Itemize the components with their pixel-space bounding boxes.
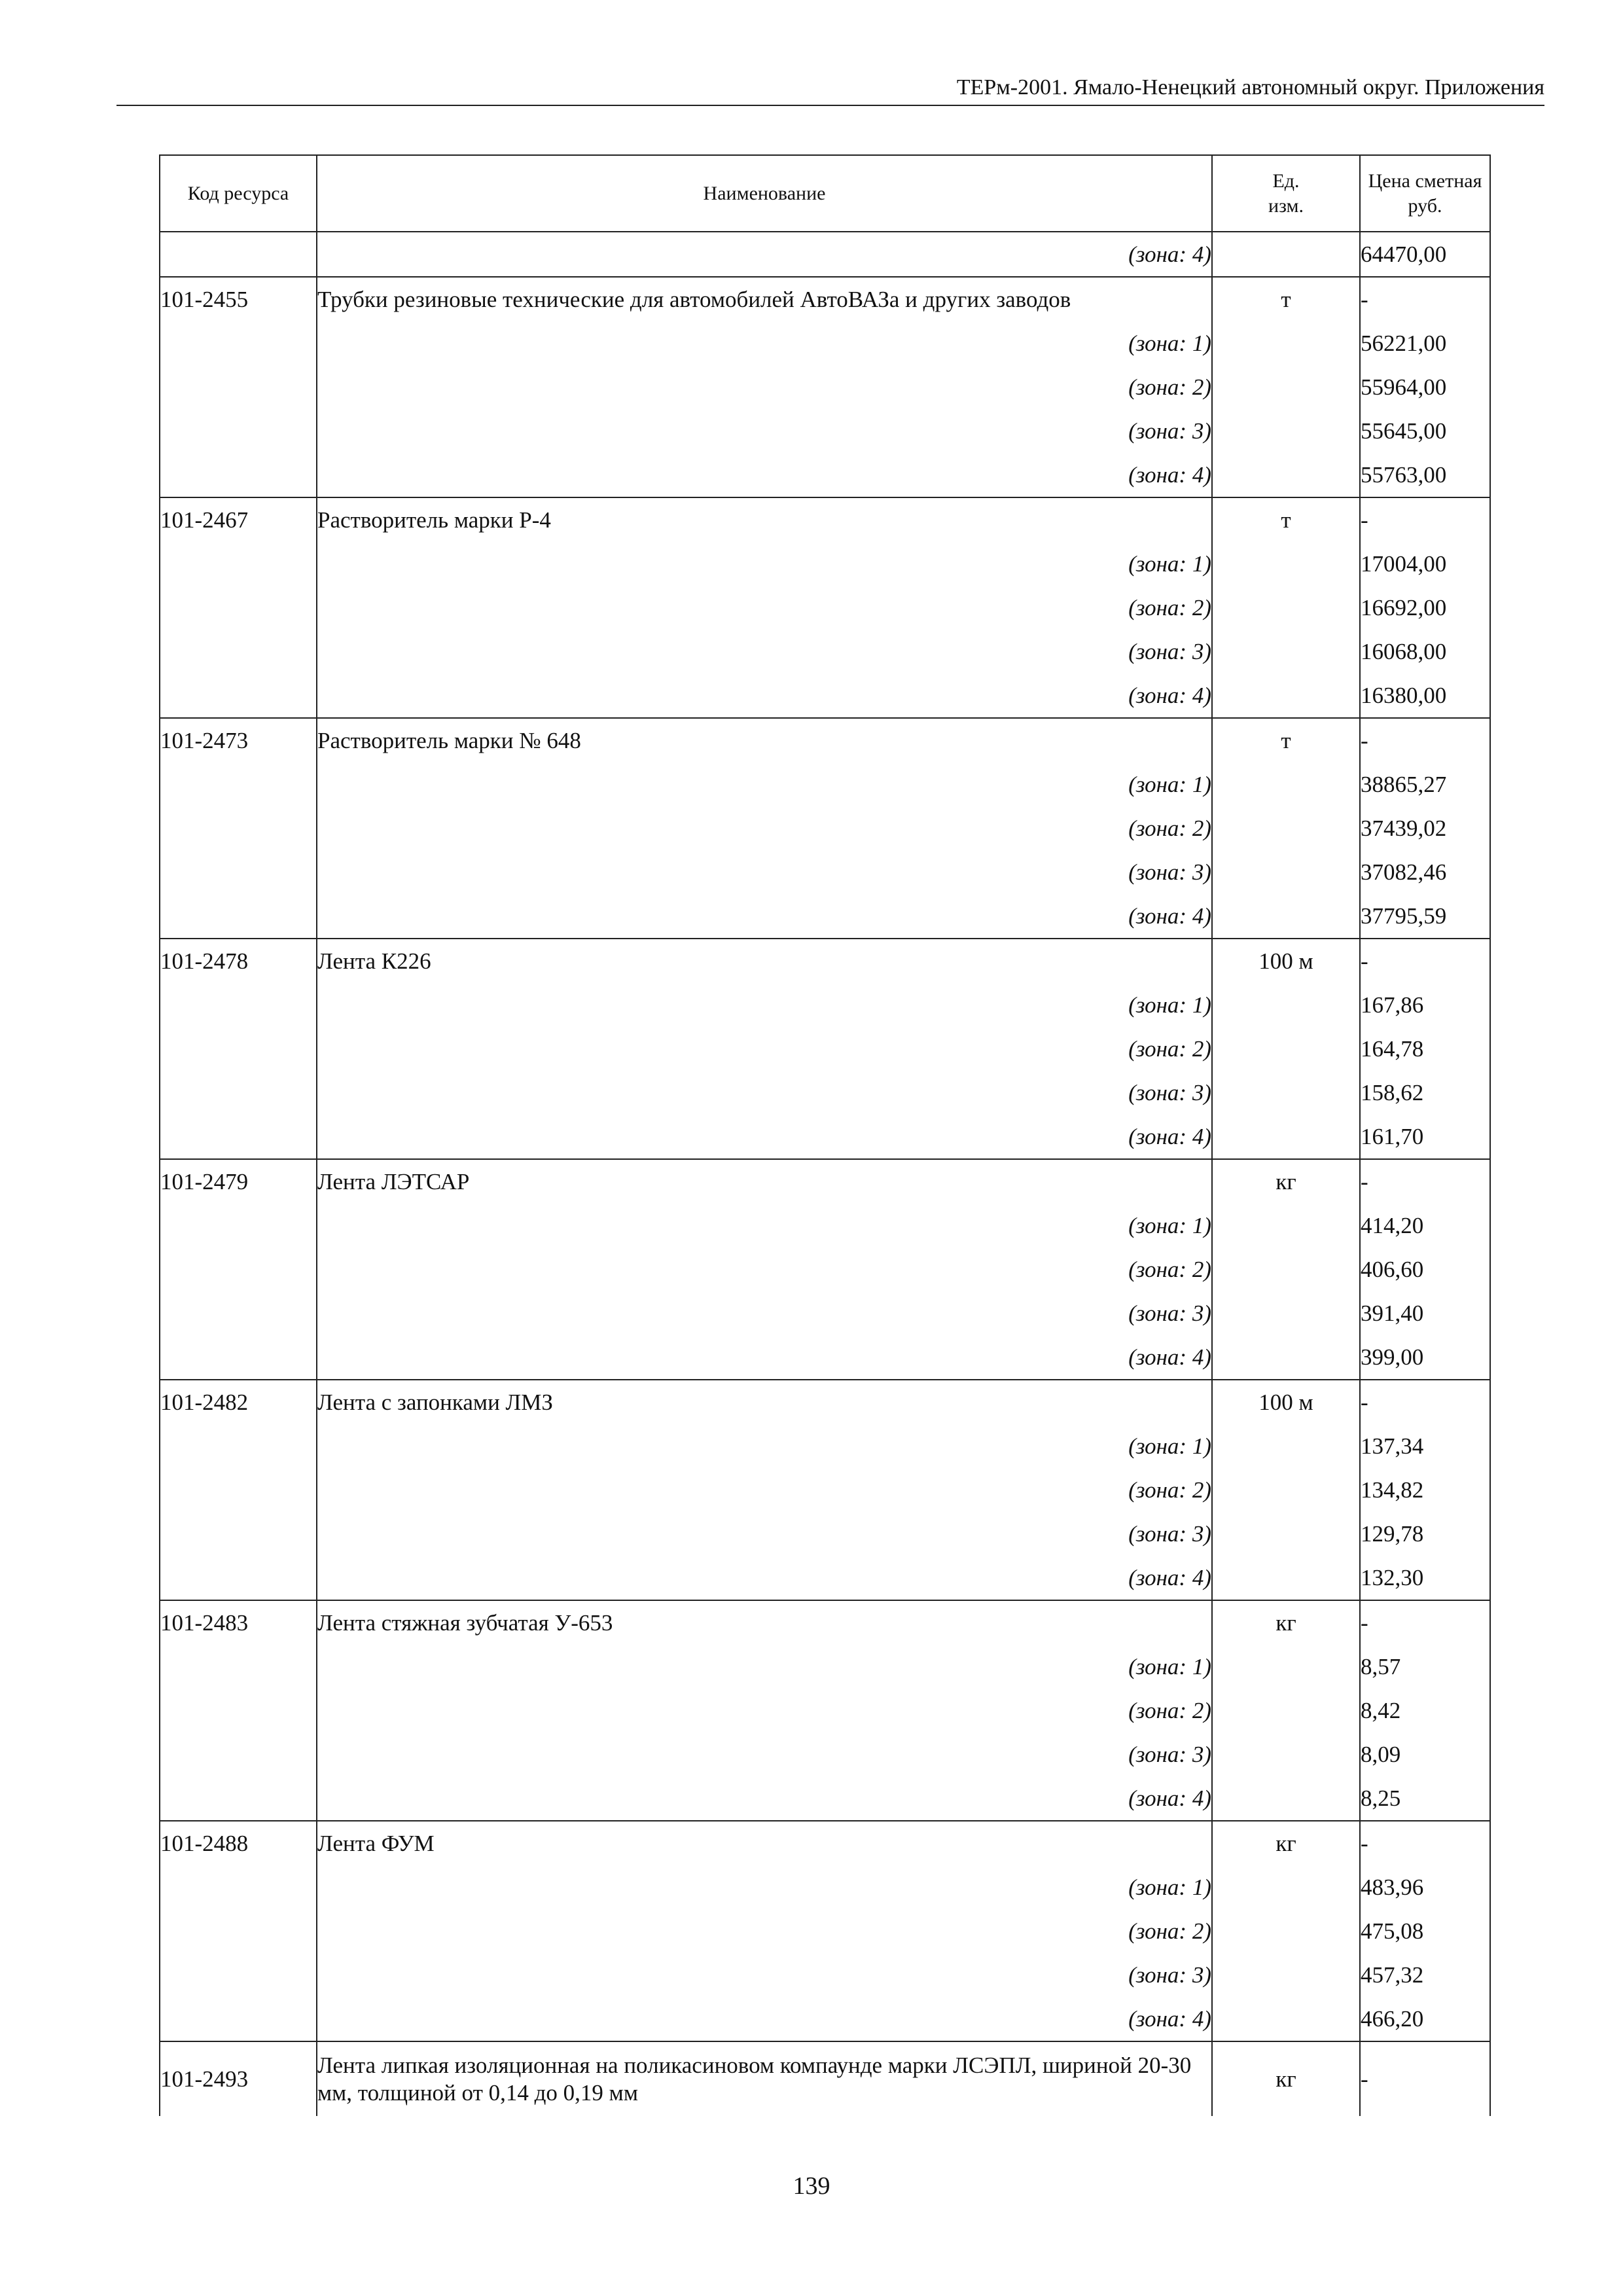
cell-unit: кг [1212, 1600, 1360, 1645]
zone-row [160, 1909, 1490, 1953]
cell-code [160, 1468, 317, 1512]
cell-code [160, 630, 317, 673]
cell-price: 37795,59 [1360, 894, 1490, 939]
cell-price: - [1360, 277, 1490, 321]
cell-unit [1212, 1291, 1360, 1335]
cell-zone-label: (зона: 1) [317, 983, 1212, 1027]
cell-unit [1212, 630, 1360, 673]
cell-price: - [1360, 939, 1490, 983]
cell-zone-label: (зона: 3) [317, 1512, 1212, 1556]
table-body [160, 232, 1490, 2116]
cell-zone-label: (зона: 4) [317, 453, 1212, 497]
cell-price: 8,25 [1360, 1776, 1490, 1821]
cell-price: 457,32 [1360, 1953, 1490, 1997]
cell-zone-label: (зона: 3) [317, 1732, 1212, 1776]
zone-row [160, 1689, 1490, 1732]
zone-row [160, 673, 1490, 718]
cell-code: 101-2473 [160, 718, 317, 762]
cell-zone-label: (зона: 2) [317, 1247, 1212, 1291]
zone-row [160, 409, 1490, 453]
zone-row [160, 542, 1490, 586]
cell-zone-label: (зона: 2) [317, 1027, 1212, 1071]
cell-code: 101-2483 [160, 1600, 317, 1645]
cell-unit [1212, 232, 1360, 277]
col-header-name: Наименование [317, 155, 1212, 232]
cell-name: Лента К226 [317, 939, 1212, 983]
zone-row [160, 1645, 1490, 1689]
cell-code: 101-2488 [160, 1821, 317, 1865]
cell-code [160, 1512, 317, 1556]
zone-row [160, 1335, 1490, 1380]
table-row [160, 718, 1490, 762]
cell-name: Лента с запонками ЛМЗ [317, 1380, 1212, 1424]
cell-price: 129,78 [1360, 1512, 1490, 1556]
zone-row [160, 1865, 1490, 1909]
cell-price: 466,20 [1360, 1997, 1490, 2041]
cell-unit [1212, 1424, 1360, 1468]
cell-zone-label: (зона: 3) [317, 850, 1212, 894]
cell-unit: 100 м [1212, 939, 1360, 983]
cell-zone-label: (зона: 2) [317, 586, 1212, 630]
cell-unit [1212, 453, 1360, 497]
table-row [160, 1380, 1490, 1424]
cell-price: - [1360, 1600, 1490, 1645]
cell-price: 134,82 [1360, 1468, 1490, 1512]
cell-zone-label: (зона: 2) [317, 1909, 1212, 1953]
cell-code [160, 762, 317, 806]
cell-price: 8,09 [1360, 1732, 1490, 1776]
cell-code [160, 1291, 317, 1335]
cell-unit [1212, 1909, 1360, 1953]
cell-price: - [1360, 718, 1490, 762]
cell-zone-label: (зона: 4) [317, 1335, 1212, 1380]
page-number: 139 [793, 2172, 830, 2200]
cell-name: Трубки резиновые технические для автомобилей АвтоВАЗа и других заводов [317, 277, 1212, 321]
cell-code [160, 1027, 317, 1071]
col-header-price [1360, 155, 1490, 232]
cell-price: 16068,00 [1360, 630, 1490, 673]
zone-row [160, 762, 1490, 806]
cell-unit [1212, 1071, 1360, 1115]
cell-zone-label: (зона: 1) [317, 1645, 1212, 1689]
zone-row [160, 630, 1490, 673]
cell-zone-label: (зона: 1) [317, 1204, 1212, 1247]
cell-price: - [1360, 1821, 1490, 1865]
cell-unit [1212, 1468, 1360, 1512]
col-header-code: Код ресурса [160, 155, 317, 232]
cell-price: 64470,00 [1360, 232, 1490, 277]
cell-code [160, 1953, 317, 1997]
cell-price: 483,96 [1360, 1865, 1490, 1909]
cell-zone-label: (зона: 2) [317, 806, 1212, 850]
cell-name: Растворитель марки Р-4 [317, 497, 1212, 542]
zone-row [160, 1247, 1490, 1291]
col-header-unit-line1: Ед. [1272, 170, 1300, 192]
cell-name: Лента стяжная зубчатая У-653 [317, 1600, 1212, 1645]
cell-price: 158,62 [1360, 1071, 1490, 1115]
cell-name: Лента ЛЭТСАР [317, 1159, 1212, 1204]
cell-price: 399,00 [1360, 1335, 1490, 1380]
cell-price: - [1360, 1159, 1490, 1204]
cell-unit [1212, 762, 1360, 806]
zone-row [160, 1776, 1490, 1821]
cell-name: Лента ФУМ [317, 1821, 1212, 1865]
cell-unit [1212, 1953, 1360, 1997]
cell-unit [1212, 409, 1360, 453]
cell-unit [1212, 1689, 1360, 1732]
cell-zone-label: (зона: 1) [317, 1865, 1212, 1909]
cell-code [160, 1115, 317, 1159]
col-header-price-line2: руб. [1408, 194, 1442, 217]
cell-price: 167,86 [1360, 983, 1490, 1027]
cell-unit [1212, 894, 1360, 939]
cell-code [160, 850, 317, 894]
zone-row [160, 1556, 1490, 1600]
cell-unit [1212, 1645, 1360, 1689]
cell-code [160, 1865, 317, 1909]
cell-zone-label: (зона: 1) [317, 321, 1212, 365]
cell-price: 391,40 [1360, 1291, 1490, 1335]
cell-price: 406,60 [1360, 1247, 1490, 1291]
table-row [160, 1600, 1490, 1645]
cell-unit: кг [1212, 1159, 1360, 1204]
zone-row [160, 453, 1490, 497]
zone-row [160, 806, 1490, 850]
table-row [160, 1159, 1490, 1204]
cell-unit [1212, 1247, 1360, 1291]
cell-unit: кг [1212, 1821, 1360, 1865]
cell-code [160, 1732, 317, 1776]
zone-row [160, 365, 1490, 409]
cell-price: 37082,46 [1360, 850, 1490, 894]
table-row [160, 497, 1490, 542]
cell-unit [1212, 1512, 1360, 1556]
cell-code [160, 1204, 317, 1247]
cell-code [160, 1247, 317, 1291]
cell-price: - [1360, 2041, 1490, 2116]
table-header-row [160, 155, 1490, 232]
cell-unit [1212, 321, 1360, 365]
cell-zone-label: (зона: 3) [317, 1291, 1212, 1335]
cell-code [160, 806, 317, 850]
cell-unit [1212, 542, 1360, 586]
cell-price: 132,30 [1360, 1556, 1490, 1600]
cell-price: 475,08 [1360, 1909, 1490, 1953]
zone-row [160, 1997, 1490, 2041]
cell-zone-label: (зона: 3) [317, 630, 1212, 673]
cell-code: 101-2478 [160, 939, 317, 983]
cell-zone-label: (зона: 3) [317, 1953, 1212, 1997]
zone-row [160, 1953, 1490, 1997]
cell-code: 101-2482 [160, 1380, 317, 1424]
col-header-price-line1: Цена сметная [1368, 170, 1482, 192]
cell-unit [1212, 1027, 1360, 1071]
cell-code: 101-2467 [160, 497, 317, 542]
cell-unit: т [1212, 277, 1360, 321]
cell-price: 55645,00 [1360, 409, 1490, 453]
cell-unit [1212, 1556, 1360, 1600]
cell-zone-label: (зона: 4) [317, 1776, 1212, 1821]
cell-code [160, 409, 317, 453]
table-row [160, 277, 1490, 321]
cell-price: 16380,00 [1360, 673, 1490, 718]
cell-price: 164,78 [1360, 1027, 1490, 1071]
cell-code [160, 232, 317, 277]
cell-unit: 100 м [1212, 1380, 1360, 1424]
cell-unit [1212, 586, 1360, 630]
cell-price: 17004,00 [1360, 542, 1490, 586]
zone-row [160, 1468, 1490, 1512]
zone-row [160, 1027, 1490, 1071]
cell-price: 161,70 [1360, 1115, 1490, 1159]
cell-unit [1212, 1732, 1360, 1776]
zone-row [160, 321, 1490, 365]
cell-zone-label: (зона: 4) [317, 1997, 1212, 2041]
cell-code [160, 586, 317, 630]
price-table [159, 154, 1491, 2116]
cell-zone-label: (зона: 4) [317, 894, 1212, 939]
cell-price: 16692,00 [1360, 586, 1490, 630]
cell-code [160, 673, 317, 718]
cell-price: 414,20 [1360, 1204, 1490, 1247]
cell-price: 37439,02 [1360, 806, 1490, 850]
cell-zone-label: (зона: 4) [317, 232, 1212, 277]
zone-row [160, 850, 1490, 894]
col-header-unit-line2: изм. [1268, 194, 1304, 217]
cell-unit [1212, 1115, 1360, 1159]
cell-price: 38865,27 [1360, 762, 1490, 806]
cell-price: 137,34 [1360, 1424, 1490, 1468]
zone-row [160, 1291, 1490, 1335]
cell-code [160, 1776, 317, 1821]
cell-code [160, 365, 317, 409]
zone-row [160, 894, 1490, 939]
cell-zone-label: (зона: 2) [317, 1689, 1212, 1732]
cell-zone-label: (зона: 3) [317, 409, 1212, 453]
cell-code [160, 1645, 317, 1689]
cell-code: 101-2493 [160, 2041, 317, 2116]
cell-zone-label: (зона: 4) [317, 1115, 1212, 1159]
cell-code [160, 1071, 317, 1115]
cell-unit [1212, 1204, 1360, 1247]
cell-unit [1212, 365, 1360, 409]
cell-zone-label: (зона: 1) [317, 542, 1212, 586]
table-row [160, 939, 1490, 983]
cell-unit [1212, 850, 1360, 894]
cell-price: - [1360, 497, 1490, 542]
cell-code [160, 453, 317, 497]
cell-unit: т [1212, 497, 1360, 542]
cell-unit: т [1212, 718, 1360, 762]
continuation-row [160, 232, 1490, 277]
cell-zone-label: (зона: 3) [317, 1071, 1212, 1115]
cell-unit [1212, 983, 1360, 1027]
zone-row [160, 586, 1490, 630]
table-row [160, 2041, 1490, 2116]
cell-price: 8,57 [1360, 1645, 1490, 1689]
cell-code: 101-2479 [160, 1159, 317, 1204]
cell-code [160, 1424, 317, 1468]
cell-code [160, 1997, 317, 2041]
zone-row [160, 1204, 1490, 1247]
cell-unit [1212, 1997, 1360, 2041]
cell-unit [1212, 673, 1360, 718]
cell-zone-label: (зона: 2) [317, 365, 1212, 409]
cell-unit [1212, 806, 1360, 850]
cell-price: 55964,00 [1360, 365, 1490, 409]
cell-price: - [1360, 1380, 1490, 1424]
cell-name: Лента липкая изоляционная на поликасиновом компаунде марки ЛСЭПЛ, шириной 20-30 мм, толщиной от 0,14 до 0,19 мм [317, 2041, 1212, 2116]
zone-row [160, 1115, 1490, 1159]
cell-price: 8,42 [1360, 1689, 1490, 1732]
zone-row [160, 983, 1490, 1027]
cell-unit [1212, 1335, 1360, 1380]
cell-code [160, 1335, 317, 1380]
zone-row [160, 1512, 1490, 1556]
cell-price: 56221,00 [1360, 321, 1490, 365]
zone-row [160, 1071, 1490, 1115]
col-header-unit [1212, 155, 1360, 232]
cell-price: 55763,00 [1360, 453, 1490, 497]
table-row [160, 1821, 1490, 1865]
cell-code [160, 1909, 317, 1953]
cell-zone-label: (зона: 1) [317, 762, 1212, 806]
zone-row [160, 1424, 1490, 1468]
cell-zone-label: (зона: 2) [317, 1468, 1212, 1512]
cell-zone-label: (зона: 4) [317, 673, 1212, 718]
cell-unit: кг [1212, 2041, 1360, 2116]
cell-unit [1212, 1776, 1360, 1821]
cell-code [160, 1689, 317, 1732]
zone-row [160, 1732, 1490, 1776]
cell-code [160, 542, 317, 586]
cell-name: Растворитель марки № 648 [317, 718, 1212, 762]
cell-code [160, 983, 317, 1027]
cell-code [160, 321, 317, 365]
cell-code: 101-2455 [160, 277, 317, 321]
cell-code [160, 894, 317, 939]
cell-unit [1212, 1865, 1360, 1909]
cell-zone-label: (зона: 1) [317, 1424, 1212, 1468]
cell-zone-label: (зона: 4) [317, 1556, 1212, 1600]
cell-code [160, 1556, 317, 1600]
running-header: ТЕРм-2001. Ямало-Ненецкий автономный округ. Приложения [116, 71, 1544, 106]
